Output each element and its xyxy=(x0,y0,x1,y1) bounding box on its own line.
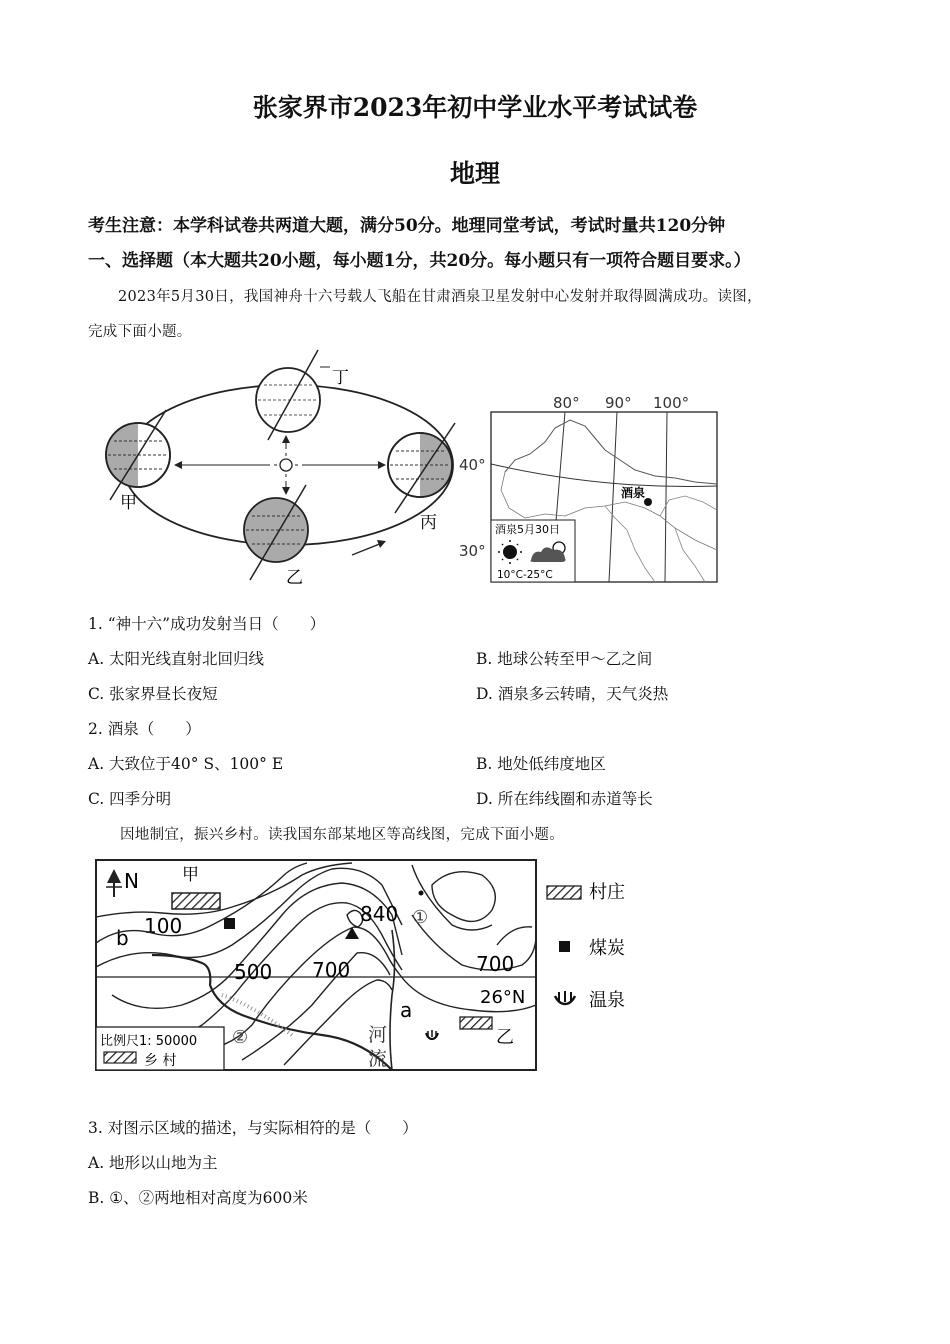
river-label-1: 河 xyxy=(368,1024,388,1046)
weather-temp: 10°C-25°C xyxy=(497,569,553,581)
latitude-label: 26°N xyxy=(480,987,526,1008)
q1-option-a[interactable]: A. 太阳光线直射北回归线 xyxy=(88,650,265,668)
contour-label-500: 500 xyxy=(234,960,273,984)
point-2-label: ② xyxy=(232,1027,249,1048)
point-b-label: b xyxy=(116,926,129,950)
q1-option-d[interactable]: D. 酒泉多云转晴，天气炎热 xyxy=(476,685,669,703)
lon-label-80: 80° xyxy=(553,394,580,412)
lat-label-40: 40° xyxy=(459,456,486,474)
jiuquan-point xyxy=(644,498,652,506)
lat-label-30: 30° xyxy=(459,542,486,560)
q2-option-c[interactable]: C. 四季分明 xyxy=(88,790,172,808)
weather-title: 酒泉5月30日 xyxy=(495,523,560,536)
intro-paragraph-line1: 2023年5月30日，我国神舟十六号载人飞船在甘肃酒泉卫星发射中心发射并取得圆满成功。读图， xyxy=(118,289,762,305)
river-label-2: 流 xyxy=(368,1048,388,1070)
legend-hot-spring-icon xyxy=(555,991,575,1004)
legend-coal-label: 煤炭 xyxy=(589,938,625,959)
q3-option-a[interactable]: A. 地形以山地为主 xyxy=(88,1154,218,1172)
contour-label-700-east: 700 xyxy=(476,952,515,976)
legend-coal-icon xyxy=(559,941,570,952)
scale-label: 比例尺1: 50000 xyxy=(100,1034,198,1049)
page-title: 张家界市2023年初中学业水平考试试卷 xyxy=(252,93,698,122)
point-a-label: a xyxy=(400,998,413,1022)
label-bing: 丙 xyxy=(420,513,437,533)
lon-label-100: 100° xyxy=(653,394,690,412)
village-yi-label: 乙 xyxy=(496,1027,514,1048)
q2-stem: 2. 酒泉（ ） xyxy=(88,720,201,738)
legend-village-label: 村庄 xyxy=(589,882,625,903)
q2-option-a[interactable]: A. 大致位于40° S、100° E xyxy=(88,755,284,773)
village-jia-label: 甲 xyxy=(182,865,199,885)
north-label: N xyxy=(124,869,139,893)
q3-option-b[interactable]: B. ①、②两地相对高度为600米 xyxy=(88,1189,308,1207)
legend-spring-label: 温泉 xyxy=(589,990,625,1011)
section-heading: 一、选择题（本大题共20小题，每小题1分，共20分。每小题只有一项符合题目要求。） xyxy=(88,251,751,271)
earth-jia xyxy=(106,410,170,500)
city-label: 酒泉 xyxy=(621,486,646,500)
earth-yi xyxy=(244,485,308,580)
earth-orbit-figure xyxy=(90,345,480,590)
village-inner-legend: 乡 村 xyxy=(144,1053,177,1069)
intro-paragraph-2: 因地制宜，振兴乡村。读我国东部某地区等高线图，完成下面小题。 xyxy=(120,827,564,843)
label-yi: 乙 xyxy=(286,568,303,588)
earth-bing xyxy=(388,423,455,513)
q1-option-b[interactable]: B. 地球公转至甲～乙之间 xyxy=(476,650,653,668)
coal-symbol xyxy=(224,918,235,929)
exam-notice: 考生注意：本学科试卷共两道大题，满分50分。地理同堂考试，考试时量共120分钟 xyxy=(88,216,726,236)
point-1-label: ① xyxy=(412,907,429,928)
map-legend xyxy=(545,872,655,1012)
q2-option-d[interactable]: D. 所在纬线圈和赤道等长 xyxy=(476,790,653,808)
q1-stem: 1. “神十六”成功发射当日（ ） xyxy=(88,615,326,633)
jiuquan-location-map xyxy=(455,390,725,590)
contour-label-100: 100 xyxy=(144,914,183,938)
intro-paragraph-line2: 完成下面小题。 xyxy=(88,324,192,340)
subject-title: 地理 xyxy=(449,159,500,188)
label-ding: 丁 xyxy=(332,368,349,388)
label-jia: 甲 xyxy=(120,493,137,513)
peak-elevation-label: 840 xyxy=(360,902,399,926)
legend-village-icon xyxy=(547,886,581,899)
sun-icon xyxy=(274,453,298,477)
q3-stem: 3. 对图示区域的描述，与实际相符的是（ ） xyxy=(88,1119,418,1137)
village-jia-symbol xyxy=(172,893,220,909)
lon-label-90: 90° xyxy=(605,394,632,412)
contour-label-700-west: 700 xyxy=(312,958,351,982)
village-yi-symbol xyxy=(460,1017,492,1029)
q1-option-c[interactable]: C. 张家界昼长夜短 xyxy=(88,685,218,703)
contour-map xyxy=(92,855,542,1075)
q2-option-b[interactable]: B. 地处低纬度地区 xyxy=(476,755,606,773)
earth-ding xyxy=(256,350,330,440)
